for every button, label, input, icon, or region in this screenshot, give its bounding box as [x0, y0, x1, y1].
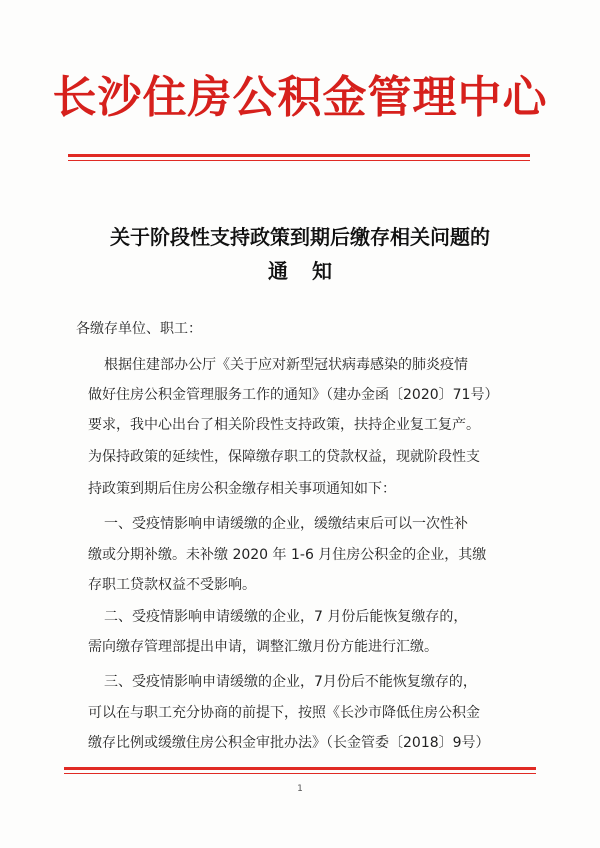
letterhead-title: 长沙住房公积金管理中心 [52, 72, 548, 123]
body-line: 缴或分期补缴。未补缴 2020 年 1-6 月住房公积金的企业，其缴 [88, 547, 487, 563]
notice-body [76, 0, 528, 848]
footer-rule-thick [64, 767, 536, 770]
notice-title-line-1: 关于阶段性支持政策到期后缴存相关问题的 [110, 225, 490, 249]
body-line: 为保持政策的延续性，保障缴存职工的贷款权益，现就阶段性支 [88, 449, 480, 465]
body-line: 需向缴存管理部提出申请，调整汇缴月份方能进行汇缴。 [88, 639, 438, 655]
body-line: 要求，我中心出台了相关阶段性支持政策，扶持企业复工复产。 [88, 417, 480, 433]
page-number: 1 [297, 784, 303, 794]
body-line: 可以在与职工充分协商的前提下，按照《长沙市降低住房公积金 [88, 705, 480, 721]
body-line: 做好住房公积金管理服务工作的通知》（建办金函〔2020〕71号） [88, 387, 499, 403]
body-line: 二、受疫情影响申请缓缴的企业，7 月份后能恢复缴存的， [104, 609, 468, 625]
body-line: 持政策到期后住房公积金缴存相关事项通知如下： [88, 481, 396, 497]
body-line: 缴存比例或缓缴住房公积金审批办法》（长金管委〔2018〕9号） [88, 735, 490, 751]
footer-rule-thin [64, 773, 536, 774]
body-line: 存职工贷款权益不受影响。 [88, 577, 256, 593]
body-line: 三、受疫情影响申请缓缴的企业，7月份后不能恢复缴存的， [104, 674, 477, 690]
body-line: 一、受疫情影响申请缓缴的企业，缓缴结束后可以一次性补 [104, 516, 468, 532]
salutation: 各缴存单位、职工： [76, 321, 202, 337]
body-line: 根据住建部办公厅《关于应对新型冠状病毒感染的肺炎疫情 [104, 357, 468, 373]
notice-title-line-2: 通知 [268, 259, 356, 283]
